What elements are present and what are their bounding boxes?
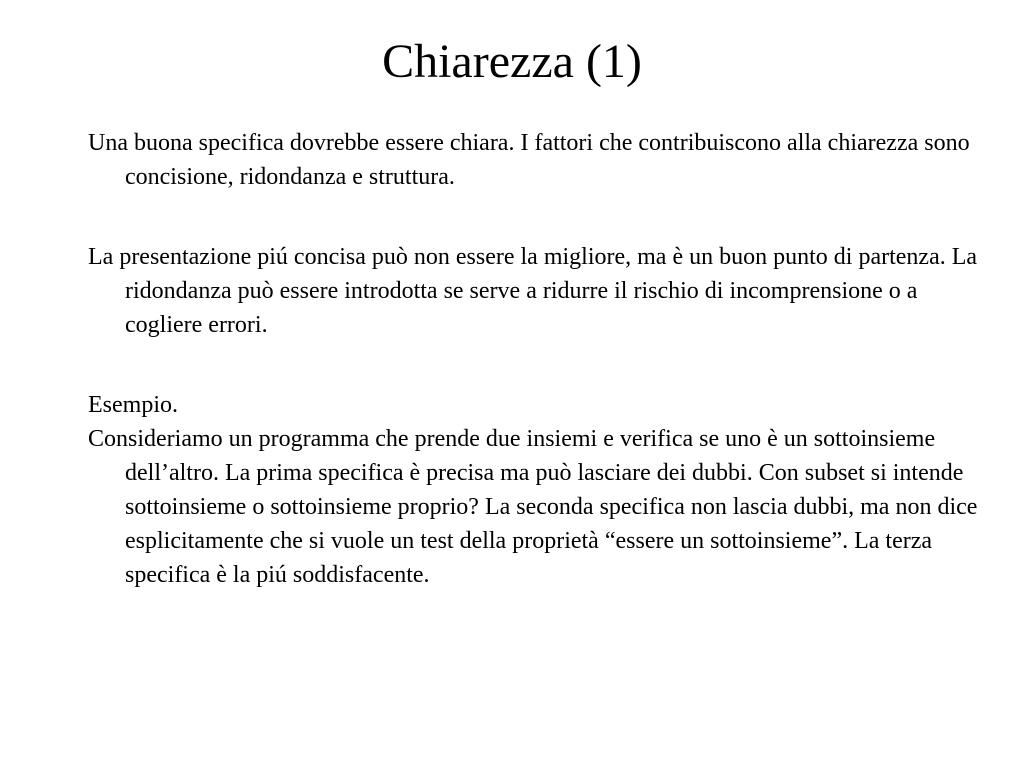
slide-body <box>88 126 978 592</box>
paragraph-example-heading: Esempio. <box>88 392 178 418</box>
paragraph-example-body: Consideriamo un programma che prende due insiemi e verifica se uno è un sottoinsieme dell’altro. La prima specifica è precisa ma può lasciare dei dubbi. Con subset si intende sottoinsieme o sottoinsieme proprio? La seconda specifica non lascia dubbi, ma non dice esplicitamente che si vuole un test della proprietà “essere un sottoinsieme”. La terza specifica è la piú soddisfacente. <box>88 426 978 588</box>
slide-title: Chiarezza (1) <box>382 35 642 88</box>
paragraph-spacer <box>88 342 978 388</box>
paragraph-conciseness: La presentazione piú concisa può non essere la migliore, ma è un buon punto di partenza. La ridondanza può essere introdotta se serve a ridurre il rischio di incomprensione o a cogliere errori. <box>88 244 978 338</box>
paragraph-spacer <box>88 194 978 240</box>
paragraph-clarity-factors: Una buona specifica dovrebbe essere chiara. I fattori che contribuiscono alla chiarezza sono concisione, ridondanza e struttura. <box>88 130 970 190</box>
